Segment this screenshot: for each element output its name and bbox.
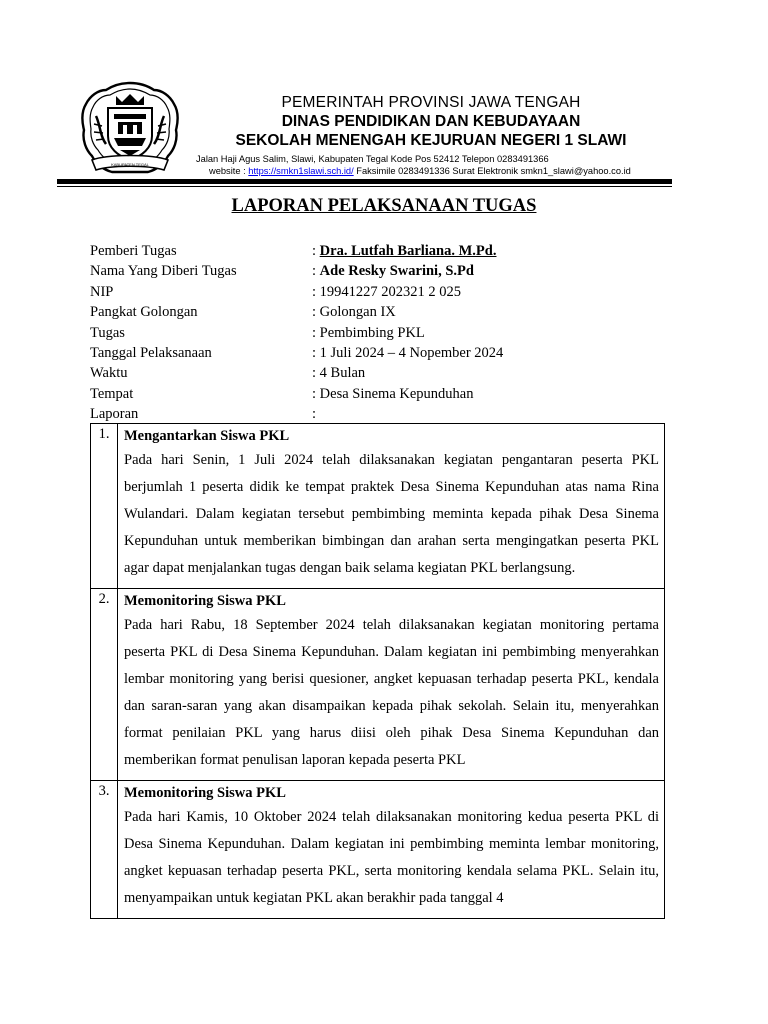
info-label: Nama Yang Diberi Tugas (90, 263, 237, 280)
info-row-assignee (90, 261, 670, 281)
school-name-line: SEKOLAH MENENGAH KEJURUAN NEGERI 1 SLAWI (235, 132, 627, 149)
report-text: Pada hari Rabu, 18 September 2024 telah dilaksanakan kegiatan monitoring pertama peserta PKL di Desa Sinema Kepunduhan. Dalam kegiatan ini pembimbing menyerahkan lembar monitoring yang berisi quesioner, angket kepuasan terhadap peserta PKL, kendala dan saran-saran yang akan disampaikan kepada pihak sekolah. Selain itu, menyerahkan format penilaian PKL yang harus diisi oleh pihak Desa Sinema Kepunduhan dan memberikan format penulisan laporan kepada peserta PKL (124, 617, 659, 768)
report-number: 3. (91, 781, 118, 919)
government-line: PEMERINTAH PROVINSI JAWA TENGAH (281, 94, 581, 111)
info-value: : (312, 406, 317, 423)
info-value: : Golongan IX (312, 304, 396, 321)
info-label: Laporan (90, 406, 139, 423)
website-link[interactable]: https://smkn1slawi.sch.id/ (248, 166, 354, 176)
address-line: Jalan Haji Agus Salim, Slawi, Kabupaten Tegal Kode Pos 52412 Telepon 0283491366 (196, 154, 549, 164)
report-body (118, 781, 665, 919)
info-value: : Pembimbing PKL (312, 324, 425, 341)
contact-details: Faksimile 0283491336 Surat Elektronik smkn1_slawi@yahoo.co.id (353, 166, 631, 176)
info-value: : Desa Sinema Kepunduhan (312, 385, 474, 402)
info-row-nip (90, 282, 670, 302)
report-number: 2. (91, 589, 118, 781)
letterhead (186, 94, 676, 176)
info-label: Tugas (90, 324, 125, 341)
report-row (91, 424, 665, 589)
info-row-place (90, 384, 670, 404)
info-row-date (90, 343, 670, 363)
info-value: : Ade Resky Swarini, S.Pd (312, 263, 474, 280)
contact-line (196, 165, 666, 177)
info-label: Tanggal Pelaksanaan (90, 344, 212, 361)
info-row-rank (90, 302, 670, 322)
report-heading: Mengantarkan Siswa PKL (124, 428, 290, 444)
info-label: Pangkat Golongan (90, 304, 198, 321)
report-heading: Memonitoring Siswa PKL (124, 785, 286, 801)
report-number: 1. (91, 424, 118, 589)
info-row-duration (90, 363, 670, 383)
info-label: Tempat (90, 385, 134, 402)
info-value: : 1 Juli 2024 – 4 Nopember 2024 (312, 344, 504, 361)
info-row-task (90, 323, 670, 343)
report-text: Pada hari Kamis, 10 Oktober 2024 telah dilaksanakan monitoring kedua peserta PKL di Desa Sinema Kepunduhan. Dalam kegiatan ini pembimbing meminta lembar monitoring, angket kepuasan terhadap peserta PKL, serta monitoring kendala selama PKL. Selain itu, menyampaikan untuk kegiatan PKL akan berakhir pada tanggal 4 (124, 809, 659, 906)
logo-ribbon-text: KABUPATEN TEGAL (111, 162, 149, 167)
report-row (91, 589, 665, 781)
report-text: Pada hari Senin, 1 Juli 2024 telah dilaksanakan kegiatan pengantaran peserta PKL berjumlah 1 peserta didik ke tempat praktek Desa Sinema Kepunduhan atas nama Rina Wulandari. Dalam kegiatan tersebut pembimbing meminta kepada pihak Desa Sinema Kepunduhan untuk memberikan bimbingan dan arahan serta mengingatkan peserta PKL agar dapat menjalankan tugas dengan baik selama kegiatan PKL berlangsung. (124, 452, 659, 576)
info-value: : 19941227 202321 2 025 (312, 283, 462, 300)
regency-emblem-logo (78, 80, 182, 178)
assignment-info (90, 241, 670, 425)
address-block (196, 153, 666, 177)
website-label: website : (209, 166, 249, 176)
report-row (91, 781, 665, 919)
info-value: : 4 Bulan (312, 365, 366, 382)
report-table (90, 423, 665, 919)
info-label: Waktu (90, 365, 128, 382)
document-title: LAPORAN PELAKSANAAN TUGAS (231, 196, 537, 216)
info-label: NIP (90, 283, 114, 300)
report-body (118, 589, 665, 781)
info-value: : Dra. Lutfah Barliana. M.Pd. (312, 243, 497, 259)
letterhead-divider-thick (57, 179, 672, 184)
letterhead-divider-thin (57, 186, 672, 187)
report-heading: Memonitoring Siswa PKL (124, 593, 286, 609)
info-label: Pemberi Tugas (90, 243, 177, 259)
report-body (118, 424, 665, 589)
agency-line: DINAS PENDIDIKAN DAN KEBUDAYAAN (281, 113, 581, 130)
info-row-assigner (90, 241, 670, 261)
info-row-report (90, 404, 670, 424)
